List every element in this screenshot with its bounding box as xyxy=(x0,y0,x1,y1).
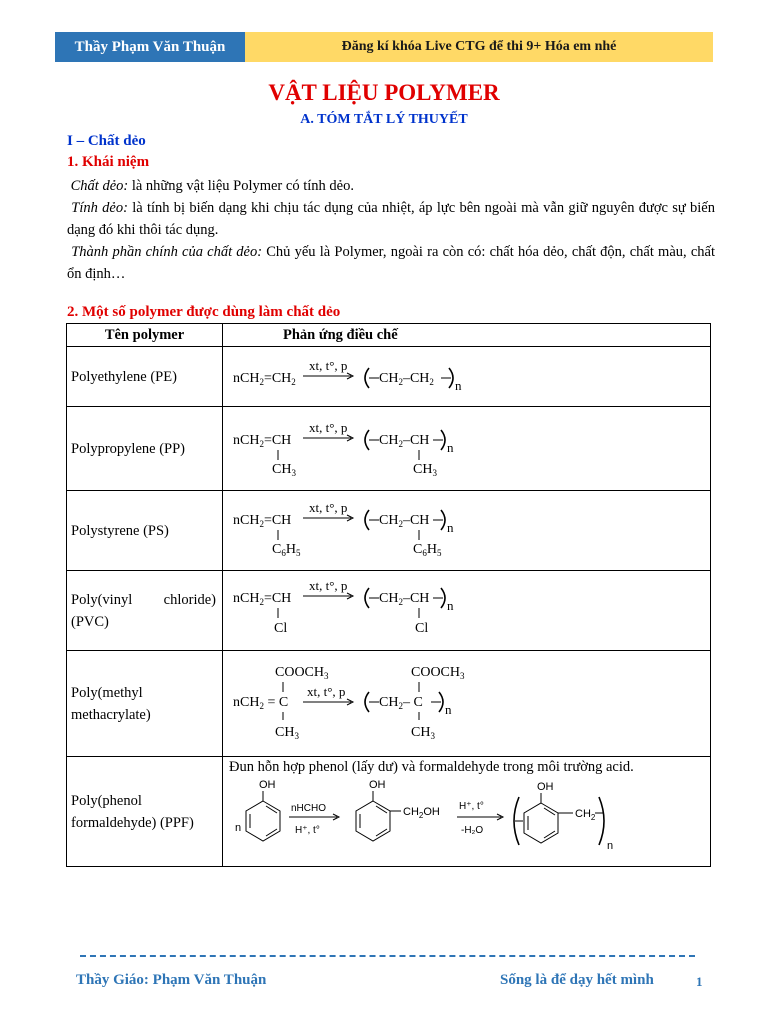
svg-text:CH2– C: $CH_2-$ C xyxy=(379,694,423,711)
reaction-equation xyxy=(223,407,711,491)
name-line: methacrylate) xyxy=(71,706,151,723)
condition-label: H⁺, t° xyxy=(459,801,484,812)
section-heading-2: 2. Một số polymer được dùng làm chất dẻo xyxy=(67,304,341,320)
reaction-equation xyxy=(223,651,711,757)
svg-text:C6H5: $C_6H_5$ xyxy=(413,541,442,558)
term: Chất dẻo: xyxy=(70,178,129,194)
svg-text:Cl: Cl xyxy=(415,620,429,636)
condition-label: xt, t°, p xyxy=(309,577,348,593)
ppf-polymer-structure xyxy=(514,781,613,852)
table-row xyxy=(67,347,711,407)
svg-text:CH2–CH2: $CH_2-CH_2$ xyxy=(379,370,434,387)
svg-text:nCH2=CH: nCH$_2$=CH xyxy=(233,590,292,607)
svg-text:OH: OH xyxy=(537,781,554,793)
name-line: Poly(methyl xyxy=(71,684,143,701)
page-number: 1 xyxy=(696,974,703,989)
svg-text:CH2–CH: $CH_2-CH$ xyxy=(379,512,430,529)
reaction-equation xyxy=(223,757,711,867)
column-header-name: Tên polymer xyxy=(67,324,223,347)
svg-text:nCH2=CH2: $nCH_2=CH_2$ xyxy=(233,370,296,387)
table-row xyxy=(67,757,711,867)
svg-text:COOCH3: $COOCH_3$ xyxy=(275,664,329,681)
column-header-reaction: Phản ứng điều chế xyxy=(223,324,711,347)
polymer-name: Polystyrene (PS) xyxy=(67,491,223,571)
table-row xyxy=(67,571,711,651)
svg-text:CH2OH: $CH_2OH$ xyxy=(403,806,440,820)
header-bar xyxy=(55,32,713,62)
term: Thành phần chính của chất dẻo: xyxy=(71,244,263,260)
polymer-table xyxy=(66,323,711,867)
footer-slogan: Sống là để dạy hết mình xyxy=(500,972,654,988)
reaction-equation xyxy=(223,571,711,651)
footer-divider xyxy=(80,955,695,957)
name-part: Poly(vinyl xyxy=(71,591,133,608)
promo-banner[interactable]: Đăng kí khóa Live CTG để thi 9+ Hóa em nhé xyxy=(245,32,713,62)
svg-text:n: n xyxy=(447,597,454,613)
polymer-name xyxy=(67,571,223,651)
svg-text:n: n xyxy=(445,701,452,717)
svg-text:CH2–CH: $CH_2-CH$ xyxy=(379,432,430,449)
definition-plasticity xyxy=(67,197,715,241)
svg-text:CH2: $CH_2$ xyxy=(575,808,596,822)
definition-text: Chủ yếu là Polymer, ngoài ra còn có: chất hóa dẻo, chất độn, chất màu, chất ổn định… xyxy=(67,244,715,282)
svg-text:CH2–CH: $CH_2-CH$ xyxy=(379,590,430,607)
svg-text:CH3: $CH_3$ xyxy=(275,724,299,741)
polymer-name: Polyethylene (PE) xyxy=(67,347,223,407)
condition-label: -H₂O xyxy=(461,825,484,836)
polymer-name xyxy=(67,651,223,757)
page-title: VẬT LIỆU POLYMER xyxy=(268,80,500,105)
name-line: Poly(phenol xyxy=(71,792,142,809)
polymer-name xyxy=(67,757,223,867)
table-row xyxy=(67,407,711,491)
subsection-heading: 1. Khái niệm xyxy=(67,154,150,170)
table-row xyxy=(67,491,711,571)
condition-label: xt, t°, p xyxy=(309,419,348,435)
definition-components xyxy=(67,241,715,285)
condition-label: xt, t°, p xyxy=(309,499,348,515)
reaction-diagram xyxy=(223,572,709,650)
page-subtitle: A. TÓM TẮT LÝ THUYẾT xyxy=(300,112,468,127)
condition-label: xt, t°, p xyxy=(307,683,346,699)
svg-text:OH: OH xyxy=(259,779,276,791)
reaction-note: Đun hỗn hợp phenol (lấy dư) và formaldehyde trong môi trường acid. xyxy=(229,759,634,775)
condition-label: H⁺, t° xyxy=(295,825,320,836)
definition-text: là những vật liệu Polymer có tính dẻo. xyxy=(128,178,354,194)
svg-text:OH: OH xyxy=(369,779,386,791)
footer-author: Thầy Giáo: Phạm Văn Thuận xyxy=(76,972,267,988)
polymer-name: Polypropylene (PP) xyxy=(67,407,223,491)
name-line: formaldehyde) (PPF) xyxy=(71,814,194,831)
svg-text:n: n xyxy=(447,519,454,535)
svg-text:CH3: $CH_3$ xyxy=(272,461,296,478)
svg-text:n: n xyxy=(455,377,462,393)
definition-plastic xyxy=(67,175,715,197)
name-line xyxy=(71,589,216,611)
table-row xyxy=(67,651,711,757)
svg-text:nCH2=CH: nCH$_2$=CH xyxy=(233,432,292,449)
svg-text:CH3: $CH_3$ xyxy=(413,461,437,478)
name-part: chloride) xyxy=(163,591,217,608)
reaction-equation xyxy=(223,347,711,407)
table-header-row xyxy=(67,324,711,347)
svg-text:CH3: $CH_3$ xyxy=(411,724,435,741)
name-line: (PVC) xyxy=(71,613,109,630)
reaction-diagram xyxy=(223,408,709,490)
condition-label: xt, t°, p xyxy=(309,357,348,373)
hydroxymethylphenol-structure xyxy=(356,779,440,841)
svg-text:n: n xyxy=(235,822,242,834)
section-heading: I – Chất dẻo xyxy=(67,133,146,149)
phenol-structure xyxy=(235,779,280,841)
reaction-diagram xyxy=(223,348,709,406)
svg-text:Cl: Cl xyxy=(274,620,288,636)
term: Tính dẻo: xyxy=(71,200,128,216)
reaction-equation xyxy=(223,491,711,571)
svg-text:COOCH3: $COOCH_3$ xyxy=(411,664,465,681)
svg-text:nCH2 = C: nCH$_2$ = C xyxy=(233,694,289,711)
reaction-diagram xyxy=(223,652,709,756)
definition-text: là tính bị biến dạng khi chịu tác dụng của nhiệt, áp lực bên ngoài mà vẫn giữ nguyên được sự biến dạng đó khi thôi tác dụng. xyxy=(67,200,715,238)
reaction-diagram xyxy=(223,777,709,863)
svg-text:n: n xyxy=(607,840,614,852)
svg-text:n: n xyxy=(447,439,454,455)
svg-text:C6H5: $C_6H_5$ xyxy=(272,541,301,558)
author-banner: Thầy Phạm Văn Thuận xyxy=(55,32,245,62)
reaction-diagram xyxy=(223,492,709,570)
svg-text:nCH2=CH: nCH$_2$=CH xyxy=(233,512,292,529)
condition-label: nHCHO xyxy=(291,803,327,814)
